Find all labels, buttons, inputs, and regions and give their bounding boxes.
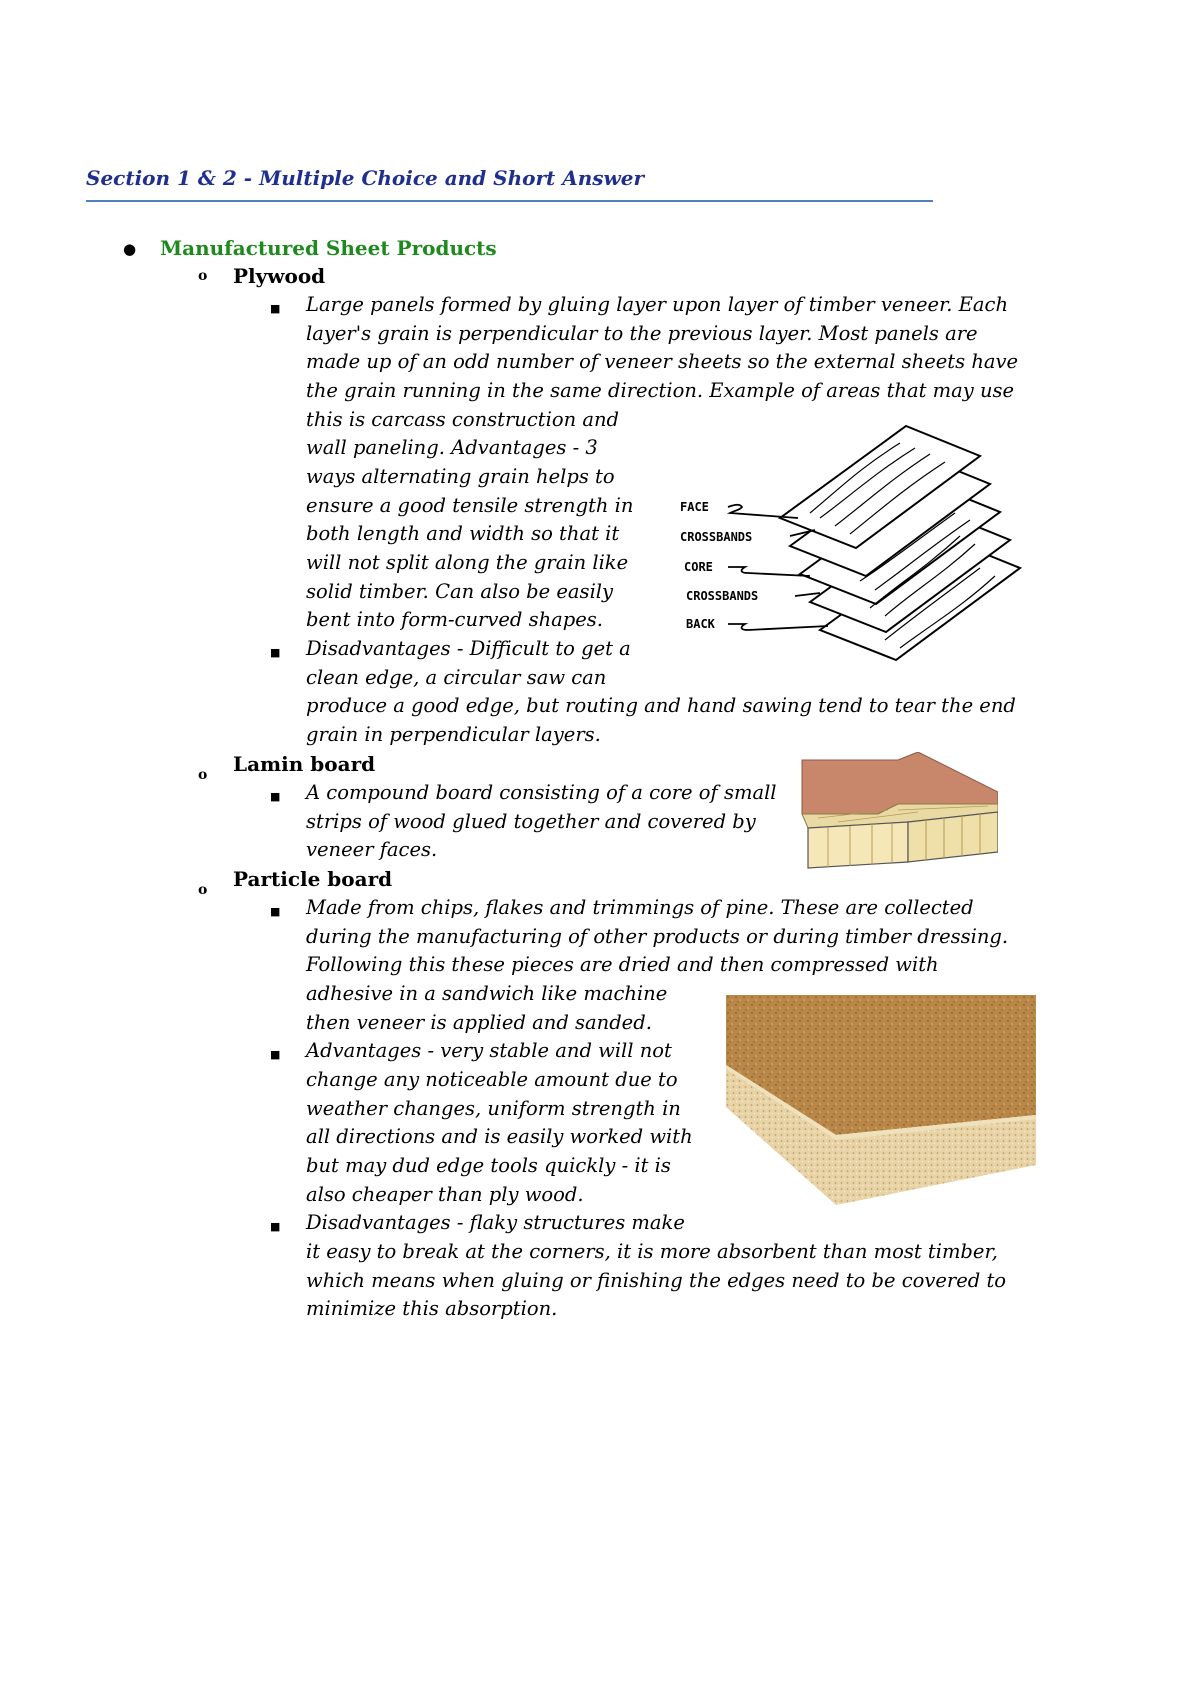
particle-board-text: Following this these pieces are dried and then compressed with [306, 953, 939, 976]
section-heading: Section 1 & 2 - Multiple Choice and Short Answer [86, 166, 645, 190]
topic-manufactured-sheet-products: Manufactured Sheet Products [160, 236, 497, 260]
diagram-label-face: FACE [680, 500, 709, 514]
particle-board-disadvantages: Disadvantages - flaky structures make [306, 1211, 685, 1234]
subtopic-particle-board: Particle board [233, 867, 393, 891]
plywood-text: made up of an odd number of veneer sheets so the external sheets have [306, 350, 1019, 373]
bullet-l3: ■ [270, 790, 281, 803]
plywood-text: this is carcass construction and [306, 408, 620, 431]
plywood-text: will not split along the grain like [306, 551, 629, 574]
lamin-board-front-edge [808, 822, 908, 868]
lamin-board-text: strips of wood glued together and covered by [306, 810, 756, 833]
heading-underline [86, 200, 933, 202]
bullet-l2: o [198, 882, 208, 898]
plywood-disadvantages: produce a good edge, but routing and hand sawing tend to tear the end [306, 694, 1016, 717]
plywood-layers-diagram [670, 418, 1030, 668]
bullet-l3: ■ [270, 302, 281, 315]
particle-board-advantages: weather changes, uniform strength in [306, 1097, 681, 1120]
plywood-disadvantages: grain in perpendicular layers. [306, 723, 601, 746]
plywood-disadvantages: clean edge, a circular saw can [306, 666, 607, 689]
bullet-l3: ■ [270, 905, 281, 918]
bullet-l3: ■ [270, 1220, 281, 1233]
plywood-text: wall paneling. Advantages - 3 [306, 436, 598, 459]
plywood-text: ways alternating grain helps to [306, 465, 615, 488]
bullet-l1: ● [123, 240, 137, 258]
particle-board-advantages: all directions and is easily worked with [306, 1125, 693, 1148]
bullet-l2: o [198, 767, 208, 783]
lamin-board-text: A compound board consisting of a core of small [306, 781, 777, 804]
particle-board-advantages: also cheaper than ply wood. [306, 1183, 584, 1206]
particle-board-advantages: but may dud edge tools quickly - it is [306, 1154, 671, 1177]
subtopic-lamin-board: Lamin board [233, 752, 376, 776]
bullet-l3: ■ [270, 646, 281, 659]
particle-board-text: adhesive in a sandwich like machine [306, 982, 668, 1005]
diagram-label-crossbands: CROSSBANDS [680, 530, 753, 544]
particle-board-text: then veneer is applied and sanded. [306, 1011, 652, 1034]
plywood-disadvantages: Disadvantages - Difficult to get a [306, 637, 631, 660]
plywood-text: the grain running in the same direction. Example of areas that may use [306, 379, 1015, 402]
plywood-text: layer's grain is perpendicular to the previous layer. Most panels are [306, 322, 978, 345]
diagram-label-core: CORE [684, 560, 713, 574]
particle-board-photo [726, 995, 1036, 1215]
particle-board-text: during the manufacturing of other products or during timber dressing. [306, 925, 1009, 948]
subtopic-plywood: Plywood [233, 264, 326, 288]
bullet-l3: ■ [270, 1048, 281, 1061]
diagram-label-crossbands: CROSSBANDS [686, 589, 759, 603]
bullet-l2: o [198, 268, 208, 284]
lamin-board-text: veneer faces. [306, 838, 438, 861]
particle-board-advantages: Advantages - very stable and will not [306, 1039, 672, 1062]
plywood-text: Large panels formed by gluing layer upon layer of timber veneer. Each [306, 293, 1008, 316]
particle-board-text: Made from chips, flakes and trimmings of pine. These are collected [306, 896, 974, 919]
lamin-board-illustration [798, 752, 998, 878]
plywood-text: ensure a good tensile strength in [306, 494, 634, 517]
particle-board-disadvantages: it easy to break at the corners, it is more absorbent than most timber, [306, 1240, 998, 1263]
particle-board-disadvantages: which means when gluing or finishing the edges need to be covered to [306, 1269, 1007, 1292]
plywood-text: both length and width so that it [306, 522, 620, 545]
plywood-text: solid timber. Can also be easily [306, 580, 614, 603]
plywood-text: bent into form-curved shapes. [306, 608, 604, 631]
particle-board-advantages: change any noticeable amount due to [306, 1068, 678, 1091]
particle-board-disadvantages: minimize this absorption. [306, 1297, 558, 1320]
diagram-label-back: BACK [686, 617, 715, 631]
